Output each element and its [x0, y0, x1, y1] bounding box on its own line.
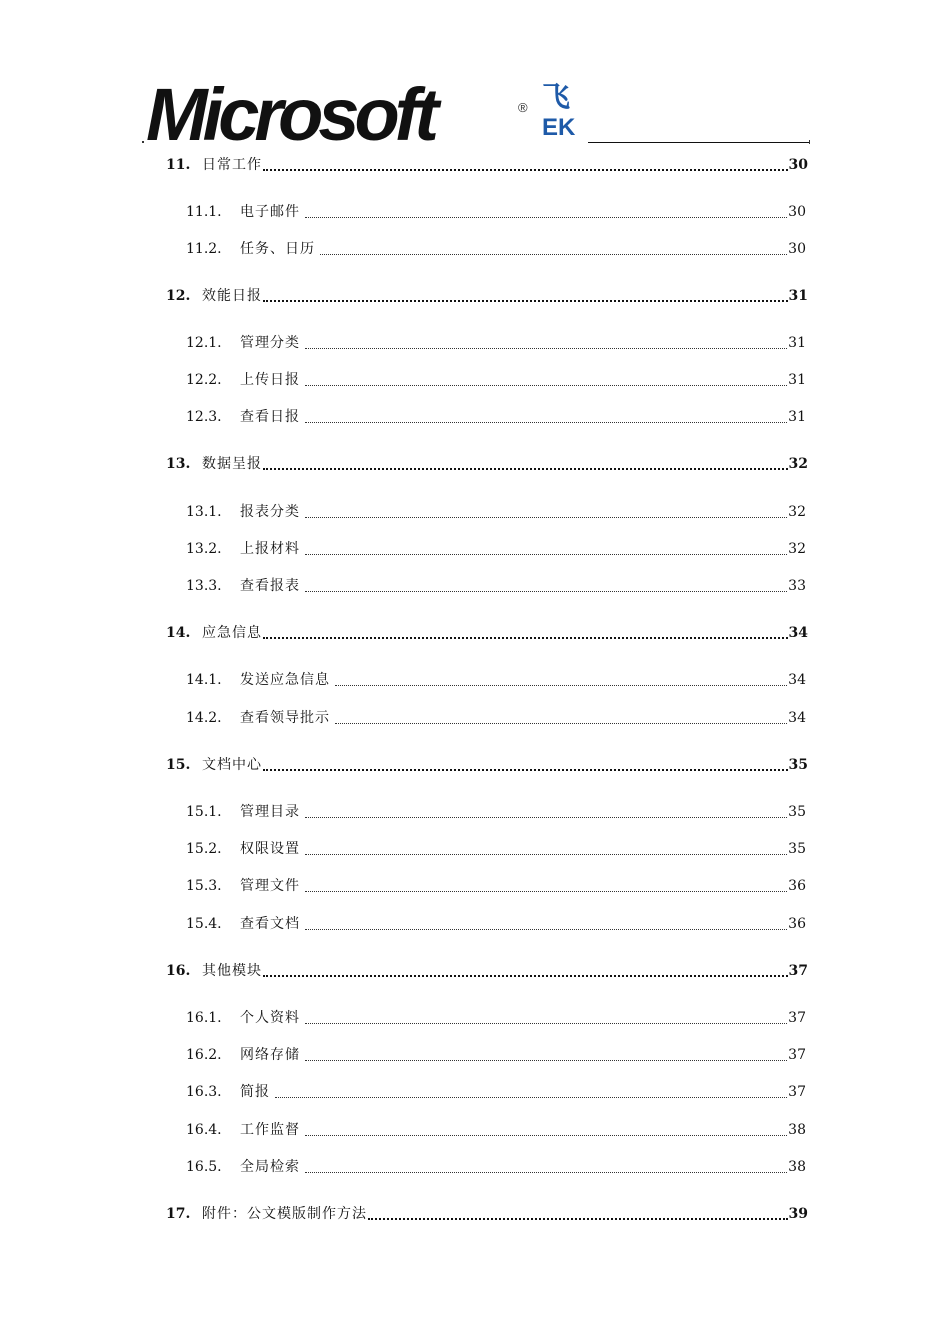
- toc-leader-dots: [305, 929, 787, 930]
- toc-number: 16.4.: [186, 1122, 222, 1138]
- toc-title: 查看文档: [240, 916, 300, 932]
- toc-leader-dots: [368, 1218, 788, 1220]
- toc-leader-dots: [305, 217, 787, 218]
- toc-entry-17[interactable]: [166, 1202, 808, 1226]
- toc-entry-11-1[interactable]: [186, 200, 806, 224]
- toc-number: 11.2.: [186, 241, 222, 257]
- toc-number: 13.: [166, 456, 191, 472]
- toc-entry-15-4[interactable]: [186, 912, 806, 936]
- toc-entry-14-2[interactable]: [186, 706, 806, 730]
- toc-page-number: 35: [788, 841, 806, 857]
- toc-number: 13.1.: [186, 504, 222, 520]
- toc-leader-dots: [305, 891, 787, 892]
- toc-leader-dots: [305, 348, 787, 349]
- toc-title: 管理文件: [240, 878, 300, 894]
- toc-page-number: 34: [788, 672, 806, 688]
- toc-page-number: 38: [788, 1159, 806, 1175]
- partner-logo-en: EK: [542, 114, 576, 141]
- toc-leader-dots: [335, 685, 787, 686]
- toc-leader-dots: [305, 1135, 787, 1136]
- toc-title: 报表分类: [240, 504, 300, 520]
- toc-leader-dots: [263, 300, 788, 302]
- toc-title: 查看领导批示: [240, 710, 330, 726]
- toc-entry-16-3[interactable]: [186, 1080, 806, 1104]
- toc-entry-12-3[interactable]: [186, 405, 806, 429]
- toc-entry-16-5[interactable]: [186, 1155, 806, 1179]
- toc-entry-15-2[interactable]: [186, 837, 806, 861]
- toc-title: 管理目录: [240, 804, 300, 820]
- toc-page-number: 32: [788, 504, 806, 520]
- toc-number: 12.2.: [186, 372, 222, 388]
- toc-title: 全局检索: [240, 1159, 300, 1175]
- toc-number: 16.2.: [186, 1047, 222, 1063]
- toc-title: 上传日报: [240, 372, 300, 388]
- toc-title: 简报: [240, 1084, 270, 1100]
- toc-leader-dots: [305, 1023, 787, 1024]
- toc-entry-16-4[interactable]: [186, 1118, 806, 1142]
- toc-entry-14[interactable]: [166, 621, 808, 645]
- toc-page-number: 30: [788, 241, 806, 257]
- toc-page-number: 30: [788, 204, 806, 220]
- toc-number: 11.: [166, 157, 191, 173]
- toc-title: 网络存储: [240, 1047, 300, 1063]
- toc-entry-13-3[interactable]: [186, 574, 806, 598]
- toc-leader-dots: [305, 554, 787, 555]
- toc-leader-dots: [275, 1097, 787, 1098]
- toc-number: 16.3.: [186, 1084, 222, 1100]
- toc-title: 附件：公文模版制作方法: [202, 1206, 367, 1222]
- toc-page-number: 32: [788, 456, 808, 472]
- toc-page-number: 32: [788, 541, 806, 557]
- toc-leader-dots: [305, 1060, 787, 1061]
- toc-title: 效能日报: [202, 288, 262, 304]
- toc-page-number: 31: [788, 372, 806, 388]
- toc-entry-12-1[interactable]: [186, 331, 806, 355]
- toc-entry-13-2[interactable]: [186, 537, 806, 561]
- toc-entry-16-2[interactable]: [186, 1043, 806, 1067]
- toc-page-number: 36: [788, 878, 806, 894]
- toc-number: 14.: [166, 625, 191, 641]
- toc-title: 任务、日历: [240, 241, 315, 257]
- toc-page-number: 31: [788, 409, 806, 425]
- toc-number: 12.: [166, 288, 191, 304]
- toc-leader-dots: [305, 591, 787, 592]
- toc-page-number: 37: [788, 1047, 806, 1063]
- toc-leader-dots: [305, 854, 787, 855]
- toc-leader-dots: [263, 169, 788, 171]
- toc-entry-13-1[interactable]: [186, 500, 806, 524]
- toc-leader-dots: [305, 517, 787, 518]
- registered-mark: ®: [518, 100, 528, 115]
- toc-leader-dots: [305, 817, 787, 818]
- toc-page-number: 30: [788, 157, 808, 173]
- toc-number: 15.4.: [186, 916, 222, 932]
- toc-entry-12-2[interactable]: [186, 368, 806, 392]
- toc-page-number: 31: [788, 288, 808, 304]
- toc-number: 15.2.: [186, 841, 222, 857]
- toc-page-number: 34: [788, 710, 806, 726]
- toc-number: 11.1.: [186, 204, 222, 220]
- toc-page-number: 35: [788, 804, 806, 820]
- toc-entry-16-1[interactable]: [186, 1006, 806, 1030]
- toc-page-number: 36: [788, 916, 806, 932]
- toc-number: 13.3.: [186, 578, 222, 594]
- toc-number: 17.: [166, 1206, 191, 1222]
- toc-entry-16[interactable]: [166, 959, 808, 983]
- toc-title: 查看报表: [240, 578, 300, 594]
- toc-number: 14.2.: [186, 710, 222, 726]
- toc-number: 13.2.: [186, 541, 222, 557]
- toc-leader-dots: [263, 637, 788, 639]
- toc-title: 数据呈报: [202, 456, 262, 472]
- toc-leader-dots: [320, 254, 787, 255]
- toc-entry-11[interactable]: [166, 153, 808, 177]
- toc-page-number: 33: [788, 578, 806, 594]
- toc-leader-dots: [263, 468, 788, 470]
- microsoft-logo: Microsoft: [146, 73, 434, 156]
- toc-number: 12.1.: [186, 335, 222, 351]
- toc-title: 权限设置: [240, 841, 300, 857]
- toc-number: 12.3.: [186, 409, 222, 425]
- toc-number: 14.1.: [186, 672, 222, 688]
- toc-page-number: 39: [788, 1206, 808, 1222]
- toc-entry-13[interactable]: [166, 452, 808, 476]
- toc-entry-15-1[interactable]: [186, 800, 806, 824]
- toc-title: 日常工作: [202, 157, 262, 173]
- toc-leader-dots: [305, 422, 787, 423]
- toc-leader-dots: [305, 385, 787, 386]
- toc-page-number: 37: [788, 1084, 806, 1100]
- toc-page-number: 35: [788, 757, 808, 773]
- toc-title: 上报材料: [240, 541, 300, 557]
- toc-title: 电子邮件: [240, 204, 300, 220]
- partner-logo-cn: 飞: [542, 82, 571, 113]
- toc-title: 个人资料: [240, 1010, 300, 1026]
- toc-title: 发送应急信息: [240, 672, 330, 688]
- toc-title: 其他模块: [202, 963, 262, 979]
- toc-page-number: 38: [788, 1122, 806, 1138]
- toc-page-number: 34: [788, 625, 808, 641]
- toc-entry-12[interactable]: [166, 284, 808, 308]
- toc-title: 工作监督: [240, 1122, 300, 1138]
- toc-number: 15.3.: [186, 878, 222, 894]
- toc-page-number: 37: [788, 1010, 806, 1026]
- toc-entry-15[interactable]: [166, 753, 808, 777]
- toc-number: 16.: [166, 963, 191, 979]
- toc-number: 16.1.: [186, 1010, 222, 1026]
- toc-number: 16.5.: [186, 1159, 222, 1175]
- toc-number: 15.: [166, 757, 191, 773]
- toc-page-number: 37: [788, 963, 808, 979]
- toc-title: 管理分类: [240, 335, 300, 351]
- toc-entry-11-2[interactable]: [186, 237, 806, 261]
- toc-leader-dots: [263, 769, 788, 771]
- toc-entry-15-3[interactable]: [186, 874, 806, 898]
- toc-page-number: 31: [788, 335, 806, 351]
- toc-entry-14-1[interactable]: [186, 668, 806, 692]
- toc-title: 文档中心: [202, 757, 262, 773]
- toc-title: 应急信息: [202, 625, 262, 641]
- toc-number: 15.1.: [186, 804, 222, 820]
- toc-leader-dots: [335, 723, 787, 724]
- toc-leader-dots: [263, 975, 788, 977]
- toc-title: 查看日报: [240, 409, 300, 425]
- toc-leader-dots: [305, 1172, 787, 1173]
